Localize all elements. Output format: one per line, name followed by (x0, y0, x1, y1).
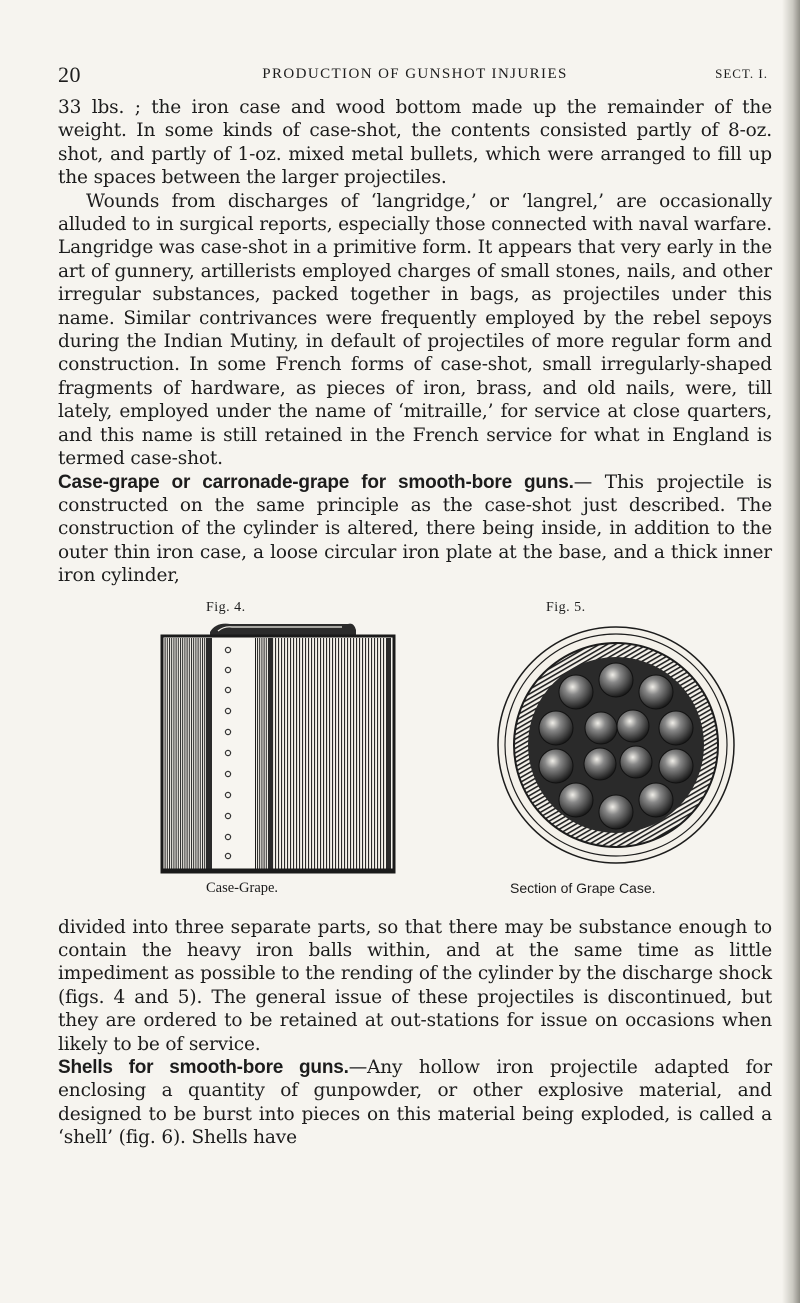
page (58, 62, 772, 1150)
shells-text: —Any hollow iron projectile adapted for enclosing a quantity of gunpowder, or other explosive material, and designed to be burst into pieces on this material being exploded, is called a ‘shell’ (fig. 6). Shells have (58, 1056, 772, 1149)
paragraph-case-shot-contents: 33 lbs. ; the iron case and wood bottom made up the remainder of the weight. In some kinds of case-shot, the contents consisted partly of 8-oz. shot, and partly of 1-oz. mixed metal bullets, which were arranged to fill up the spaces between the larger projectiles. (58, 97, 772, 189)
fig-4-label: Fig. 4. (206, 599, 246, 615)
paragraph-shells (58, 1056, 772, 1150)
grape-case-section-illustration (496, 620, 736, 870)
fig-5-caption: Section of Grape Case. (510, 879, 656, 896)
running-head (58, 62, 772, 96)
case-grape-text: — This projectile is constructed on the same principle as the case-shot just described. The construction of the cylinder is altered, there being inside, in addition to the outer thin iron case, a loose circular iron plate at the base, and a thick inner iron cylinder, (58, 471, 772, 587)
paragraph-grape-construction: divided into three separate parts, so that there may be substance enough to contain the heavy iron balls within, and at the same time as little impediment as possible to the rending of the cylinder by the discharge shock (figs. 4 and 5). The general issue of these projectiles is discontinued, but they are ordered to be retained at out-stations for issue on occasions when likely to be of service. (58, 916, 772, 1055)
page-edge-shadow (782, 0, 800, 1303)
sidehead-case-grape: Case-grape or carronade-grape for smooth-bore guns. (58, 471, 574, 493)
figures-block (58, 600, 772, 910)
section-reference: SECT. I. (715, 66, 768, 81)
paragraph-case-grape (58, 471, 772, 588)
case-grape-illustration (158, 622, 398, 874)
sidehead-shells: Shells for smooth-bore guns. (58, 1056, 349, 1078)
page-number: 20 (58, 62, 81, 87)
fig-5-label: Fig. 5. (546, 599, 586, 615)
running-title: PRODUCTION OF GUNSHOT INJURIES (262, 66, 568, 82)
paragraph-langridge: Wounds from discharges of ‘langridge,’ or ‘langrel,’ are occasionally alluded to in surgical reports, especially those connected with naval warfare. Langridge was case-shot in a primitive form. It appears that very early in the art of gunnery, artillerists employed charges of small stones, nails, and other irregular substances, packed together in bags, as projectiles under this name. Similar contrivances were frequently employed by the rebel sepoys during the Indian Mutiny, in default of projectiles of more regular form and construction. In some French forms of case-shot, small irregularly-shaped fragments of hardware, as pieces of iron, brass, and old nails, were, till lately, employed under the name of ‘mitraille,’ for service at close quarters, and this name is still retained in the French service for what in England is termed case-shot. (58, 190, 772, 470)
fig-4-caption: Case-Grape. (206, 879, 279, 896)
